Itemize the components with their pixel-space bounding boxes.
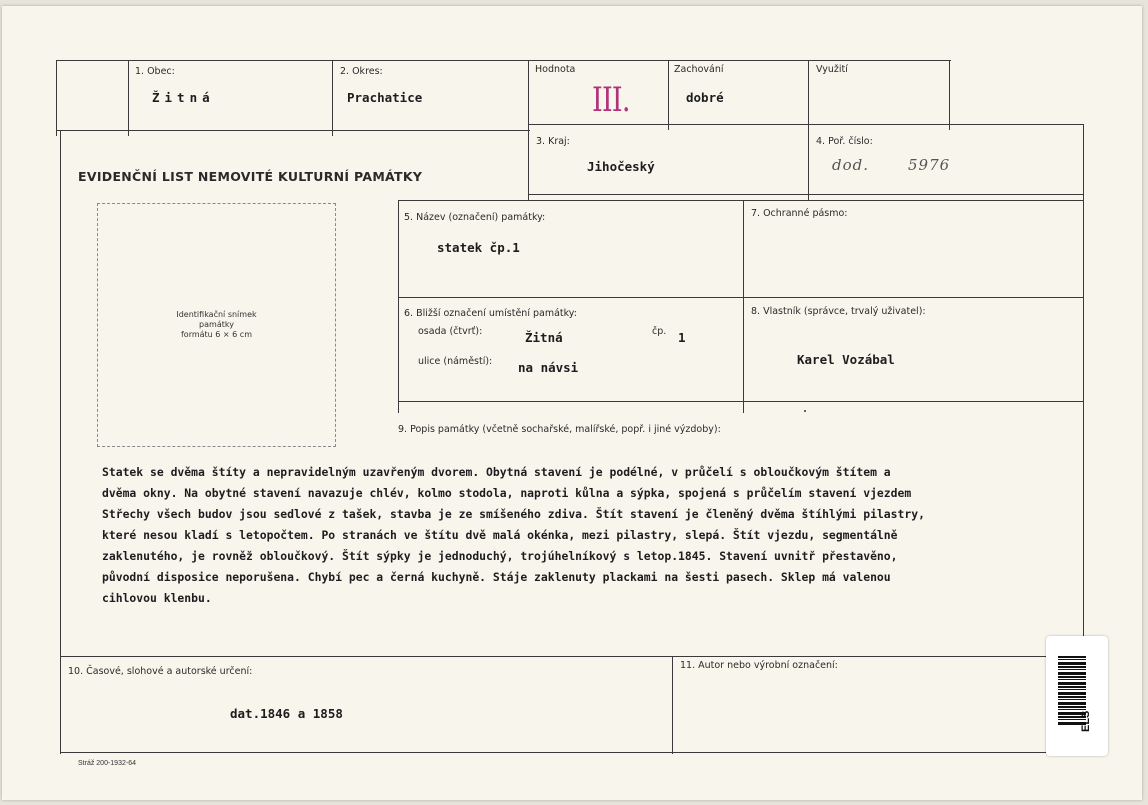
- field-label-popis: 9. Popis památky (včetně sochařské, malířské, popř. i jiné výzdoby):: [398, 424, 721, 435]
- photo-caption-line: formátu 6 × 6 cm: [180, 330, 252, 339]
- field-label-ulice: ulice (náměstí):: [418, 356, 493, 367]
- description-line: cihlovou klenbu.: [102, 591, 212, 605]
- field-value-por-cislo: 5976: [908, 156, 951, 174]
- rule: [56, 60, 951, 61]
- field-value-okres: Prachatice: [347, 90, 423, 105]
- rule: [60, 752, 1084, 753]
- value-stamp: III.: [592, 80, 630, 120]
- description-text: [102, 462, 1042, 609]
- rule: [128, 60, 129, 136]
- field-value-ulice: na návsi: [518, 360, 579, 375]
- rule: [60, 656, 61, 754]
- rule: [672, 656, 673, 754]
- field-label-umisteni: 6. Bližší označení umístění památky:: [404, 308, 577, 319]
- description-line: které nesou kladí s letopočtem. Po stranách ve štítu dvě malá okénka, mezi pilastry, slepá. Štít vjezdu, segmentálně: [102, 528, 898, 542]
- rule: [398, 297, 1084, 298]
- description-line: dvěma okny. Na obytné stavení navazuje chlév, kolmo stodola, naproti kůlna a sýpka, spojená s průčelím stavení vjezdem: [102, 486, 912, 500]
- field-label-autor: 11. Autor nebo výrobní označení:: [680, 660, 838, 671]
- rule: [398, 200, 1084, 201]
- field-value-zachovani: dobré: [686, 90, 724, 105]
- field-value-obec: Žitná: [152, 90, 215, 105]
- barcode-label: ELS: [1080, 710, 1092, 732]
- field-value-por-cislo-prefix: dod.: [832, 156, 870, 174]
- field-label-osada: osada (čtvrť):: [418, 326, 483, 337]
- rule: [56, 60, 57, 136]
- field-value-kraj: Jihočeský: [587, 159, 655, 174]
- field-label-hodnota: Hodnota: [535, 64, 576, 75]
- field-label-ochranne-pasmo: 7. Ochranné pásmo:: [751, 208, 848, 219]
- field-label-casove-urceni: 10. Časové, slohové a autorské určení:: [68, 666, 253, 677]
- rule: [743, 200, 744, 413]
- ink-dot: [804, 410, 806, 412]
- form-title: EVIDENČNÍ LIST NEMOVITÉ KULTURNÍ PAMÁTKY: [78, 169, 423, 184]
- field-label-por-cislo: 4. Poř. číslo:: [816, 136, 873, 147]
- field-label-okres: 2. Okres:: [340, 66, 383, 77]
- rule: [398, 200, 399, 413]
- field-value-casove-urceni: dat.1846 a 1858: [230, 706, 343, 721]
- rule: [60, 130, 61, 658]
- barcode-sticker: [1046, 636, 1108, 756]
- field-label-obec: 1. Obec:: [135, 66, 175, 77]
- rule: [56, 130, 530, 131]
- field-value-cp: 1: [678, 330, 686, 345]
- rule: [398, 401, 1084, 402]
- field-label-kraj: 3. Kraj:: [536, 136, 570, 147]
- field-value-nazev: statek čp.1: [437, 240, 520, 255]
- description-line: Statek se dvěma štíty a nepravidelným uzavřeným dvorem. Obytná stavení je podélné, v průčelí s obloučkovým štítem a: [102, 465, 891, 479]
- rule: [528, 124, 1084, 125]
- field-label-nazev: 5. Název (označení) památky:: [404, 212, 546, 223]
- photo-caption-line: památky: [199, 320, 234, 329]
- description-line: Střechy všech budov jsou sedlové z tašek, stavba je ze smíšeného zdiva. Štít stavení je členěný dvěma štíhlými pilastry,: [102, 507, 925, 521]
- field-label-vyuziti: Využití: [816, 64, 848, 75]
- description-line: zaklenutého, je rovněž obloučkový. Štít sýpky je jednoduchý, trojúhelníkový s letop.1845. Stavení uvnitř přestavěno,: [102, 549, 898, 563]
- printer-imprint: Stráž 200-1932-64: [78, 760, 136, 767]
- rule: [60, 656, 1084, 657]
- field-value-vlastnik: Karel Vozábal: [797, 352, 895, 367]
- rule: [808, 60, 809, 200]
- rule: [332, 60, 333, 136]
- rule: [949, 60, 950, 130]
- field-label-zachovani: Zachování: [674, 64, 724, 75]
- description-line: původní disposice neporušena. Chybí pec a černá kuchyně. Stáje zaklenuty plackami na šesti pasech. Sklep má valenou: [102, 570, 891, 584]
- photo-placeholder: [97, 203, 336, 447]
- rule: [668, 60, 669, 130]
- rule: [528, 194, 1084, 195]
- field-label-cp: čp.: [652, 326, 667, 337]
- field-value-osada: Žitná: [525, 330, 563, 345]
- photo-caption-line: Identifikační snímek: [176, 310, 257, 319]
- field-label-vlastnik: 8. Vlastník (správce, trvalý uživatel):: [751, 306, 926, 317]
- record-sheet: [2, 6, 1142, 800]
